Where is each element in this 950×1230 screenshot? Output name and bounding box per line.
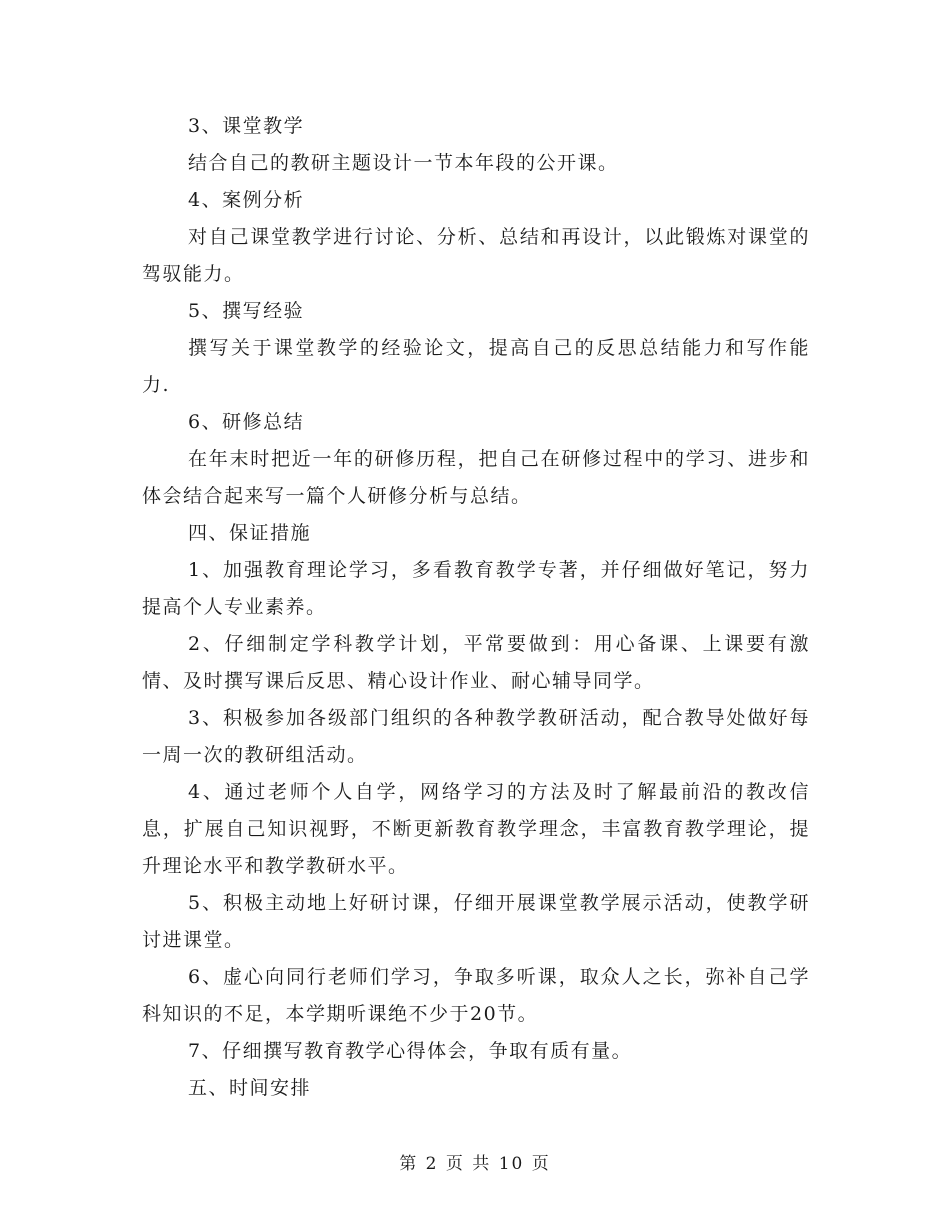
paragraph-classroom-teaching: 结合自己的教研主题设计一节本年段的公开课。 xyxy=(188,152,619,174)
paragraph-writing-experience: 撰写关于课堂教学的经验论文，提高自己的反思总结能力和写作能力. xyxy=(142,337,810,396)
paragraph-measure-2: 2、仔细制定学科教学计划，平常要做到：用心备课、上课要有激情、及时撰写课后反思、精心设计作业、耐心辅导同学。 xyxy=(142,633,810,692)
section-heading-time-arrangement: 五、时间安排 xyxy=(188,1077,312,1099)
section-heading-guarantee-measures: 四、保证措施 xyxy=(188,522,312,544)
section-heading-case-analysis: 4、案例分析 xyxy=(188,189,305,211)
paragraph-measure-5: 5、积极主动地上好研讨课，仔细开展课堂教学展示活动，使教学研讨进课堂。 xyxy=(142,892,810,951)
section-heading-study-summary: 6、研修总结 xyxy=(188,411,305,433)
paragraph-measure-6: 6、虚心向同行老师们学习，争取多听课，取众人之长，弥补自己学科知识的不足，本学期听课绝不少于20节。 xyxy=(142,966,810,1025)
paragraph-study-summary: 在年末时把近一年的研修历程，把自己在研修过程中的学习、进步和体会结合起来写一篇个人研修分析与总结。 xyxy=(142,448,810,507)
page-number-label: 第 2 页 共 10 页 xyxy=(399,1154,551,1174)
paragraph-measure-3: 3、积极参加各级部门组织的各种教学教研活动，配合教导处做好每一周一次的教研组活动。 xyxy=(142,707,810,766)
paragraph-measure-1: 1、加强教育理论学习，多看教育教学专著，并仔细做好笔记，努力提高个人专业素养。 xyxy=(142,559,810,618)
section-heading-classroom-teaching: 3、课堂教学 xyxy=(188,115,305,137)
document-body xyxy=(142,108,810,1107)
page-footer xyxy=(0,1152,950,1176)
paragraph-case-analysis: 对自己课堂教学进行讨论、分析、总结和再设计，以此锻炼对课堂的驾驭能力。 xyxy=(142,226,810,285)
section-heading-writing-experience: 5、撰写经验 xyxy=(188,300,305,322)
paragraph-measure-7: 7、仔细撰写教育教学心得体会，争取有质有量。 xyxy=(188,1040,633,1062)
paragraph-measure-4: 4、通过老师个人自学，网络学习的方法及时了解最前沿的教改信息，扩展自己知识视野，不断更新教育教学理念，丰富教育教学理论，提升理论水平和教学教研水平。 xyxy=(142,781,810,877)
